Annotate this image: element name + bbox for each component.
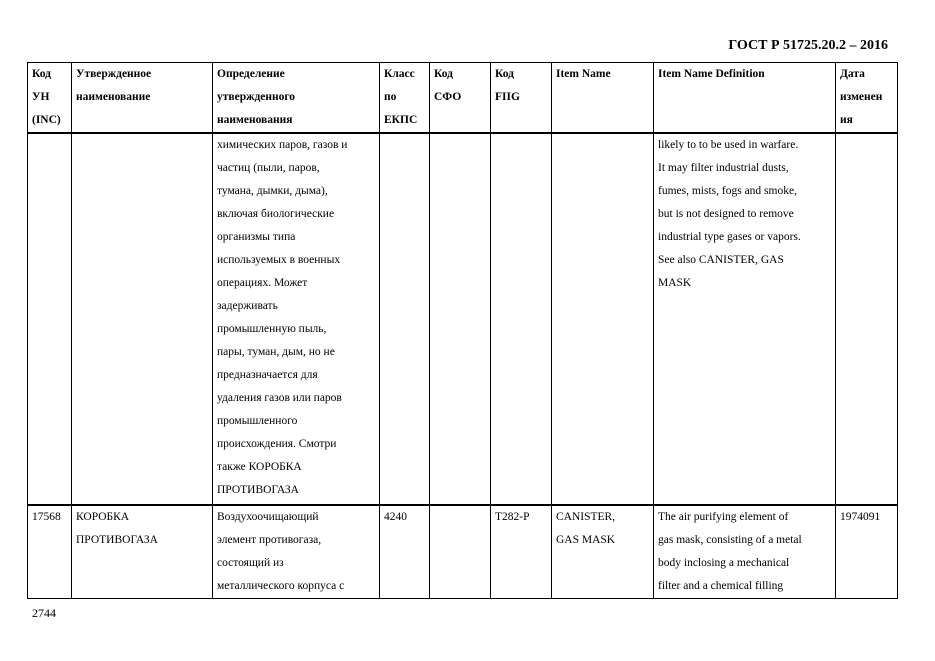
text-line: GAS MASK [556, 534, 616, 546]
text-line: металлического корпуса с [217, 580, 345, 592]
table-row-continuation [28, 133, 898, 505]
header-sfo-code [430, 63, 491, 134]
classifier-table [27, 62, 898, 599]
header-line: Дата [840, 68, 865, 80]
header-change-date [836, 63, 898, 134]
header-line: Утвержденное [76, 68, 152, 80]
text-line: ПРОТИВОГАЗА [217, 484, 299, 496]
text-line: fumes, mists, fogs and smoke, [658, 185, 797, 197]
text-line: industrial type gases or vapors. [658, 231, 801, 243]
header-fiig-code [491, 63, 552, 134]
header-code-inc [28, 63, 72, 134]
text-line: промышленного [217, 415, 298, 427]
header-line: Код [434, 68, 454, 80]
header-line: Определение [217, 68, 285, 80]
text-line: пары, туман, дым, но не [217, 346, 335, 358]
text-line: Воздухоочищающий [217, 511, 319, 523]
header-line: утвержденного [217, 91, 296, 103]
cell-fiig-code [491, 133, 552, 505]
cell-ekps-class: 4240 [380, 505, 430, 599]
header-line: по [384, 91, 397, 103]
header-approved-name [72, 63, 213, 134]
text-line: операциях. Может [217, 277, 308, 289]
cell-approved-name [72, 505, 213, 599]
header-line: FIIG [495, 91, 520, 103]
text-line: организмы типа [217, 231, 296, 243]
table-header-row [28, 63, 898, 134]
text-line: ПРОТИВОГАЗА [76, 534, 158, 546]
text-line: CANISTER, [556, 511, 616, 523]
text-line: происхождения. Смотри [217, 438, 337, 450]
cell-ekps-class [380, 133, 430, 505]
text-line: It may filter industrial dusts, [658, 162, 789, 174]
header-item-name-definition [654, 63, 836, 134]
cell-fiig-code: T282-P [491, 505, 552, 599]
text-line: состоящий из [217, 557, 284, 569]
header-line: СФО [434, 91, 462, 103]
text-line: элемент противогаза, [217, 534, 322, 546]
cell-item-name-definition [654, 133, 836, 505]
header-ekps-class [380, 63, 430, 134]
text-line: body inclosing a mechanical [658, 557, 790, 569]
cell-code-inc [28, 133, 72, 505]
text-line: включая биологические [217, 208, 335, 220]
cell-approved-name [72, 133, 213, 505]
header-line: Item Name [556, 68, 611, 80]
text-line: задерживать [217, 300, 278, 312]
header-line: ия [840, 114, 853, 126]
table-row-entry [28, 505, 898, 599]
header-line: Item Name Definition [658, 68, 765, 80]
cell-item-name-definition [654, 505, 836, 599]
text-line: частиц (пыли, паров, [217, 162, 320, 174]
text-line: The air purifying element of [658, 511, 789, 523]
cell-code-inc: 17568 [28, 505, 72, 599]
header-line: изменен [840, 91, 883, 103]
text-line: gas mask, consisting of a metal [658, 534, 802, 546]
cell-sfo-code [430, 505, 491, 599]
text-line: предназначается для [217, 369, 318, 381]
text-line: удаления газов или паров [217, 392, 342, 404]
text-line: промышленную пыль, [217, 323, 327, 335]
header-item-name [552, 63, 654, 134]
header-line: Класс [384, 68, 415, 80]
header-line: (INC) [32, 114, 61, 126]
cell-sfo-code [430, 133, 491, 505]
text-line: используемых в военных [217, 254, 341, 266]
header-definition-ru [213, 63, 380, 134]
cell-definition-ru [213, 133, 380, 505]
cell-change-date [836, 133, 898, 505]
text-line: but is not designed to remove [658, 208, 794, 220]
cell-change-date: 1974091 [836, 505, 898, 599]
text-line: likely to to be used in warfare. [658, 139, 799, 151]
header-line: Код [32, 68, 52, 80]
header-line: наименование [76, 91, 151, 103]
cell-definition-ru [213, 505, 380, 599]
header-line: Код [495, 68, 515, 80]
text-line: тумана, дымки, дыма), [217, 185, 328, 197]
text-line: также КОРОБКА [217, 461, 302, 473]
text-line: химических паров, газов и [217, 139, 348, 151]
document-standard-number: ГОСТ Р 51725.20.2 – 2016 [728, 38, 888, 53]
page-number: 2744 [32, 606, 56, 620]
header-line: наименования [217, 114, 293, 126]
text-line: КОРОБКА [76, 511, 130, 523]
text-line: See also CANISTER, GAS [658, 254, 784, 266]
header-line: ЕКПС [384, 114, 418, 126]
header-line: УН [32, 91, 50, 103]
text-line: MASK [658, 277, 692, 289]
cell-item-name [552, 133, 654, 505]
text-line: filter and a chemical filling [658, 580, 784, 592]
cell-item-name [552, 505, 654, 599]
